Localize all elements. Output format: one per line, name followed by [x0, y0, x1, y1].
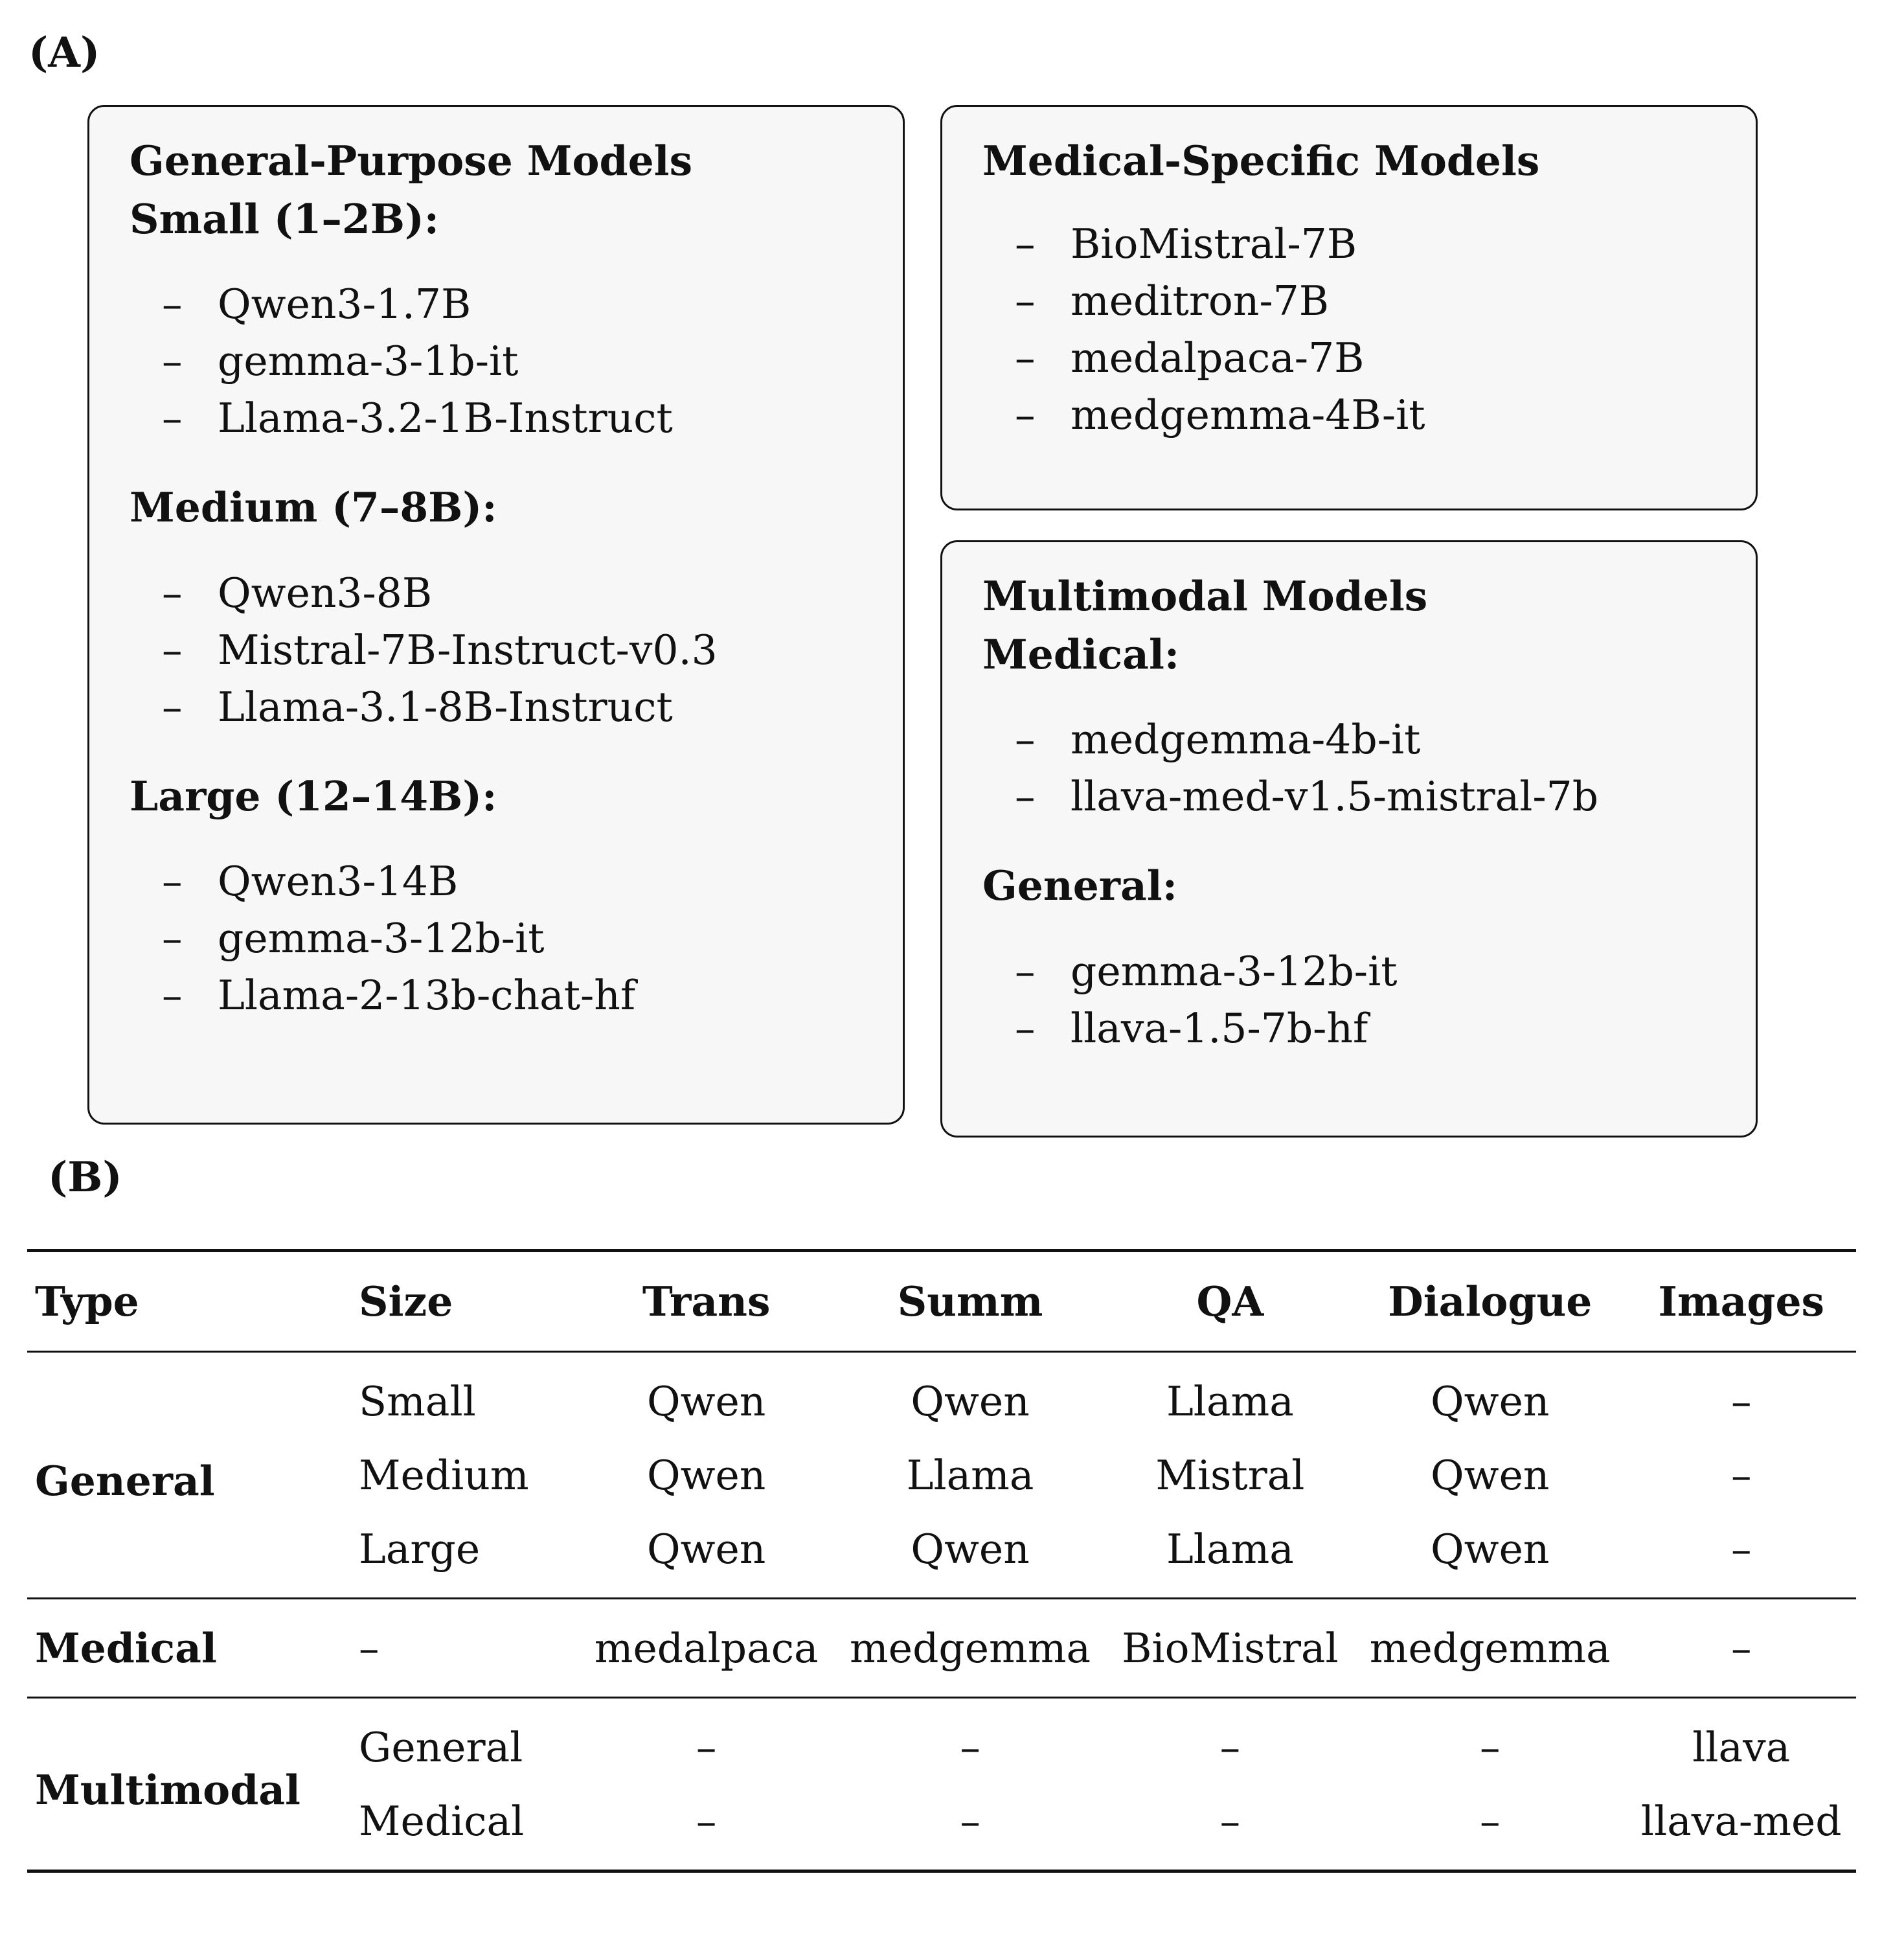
model-name: BioMistral-7B	[1071, 220, 1357, 268]
table-cell: Mistral	[1155, 1451, 1305, 1499]
model-list-item	[1015, 216, 1717, 273]
multimodal-models-box	[940, 540, 1758, 1138]
model-group	[982, 630, 1717, 826]
model-list-item	[162, 333, 864, 390]
list-dash: –	[162, 395, 183, 442]
table-cell: –	[1219, 1797, 1241, 1845]
row-size-cell: Medical	[359, 1797, 525, 1845]
row-size-cell: Medium	[359, 1451, 529, 1499]
table-cell: Llama	[1166, 1525, 1294, 1573]
model-group	[130, 772, 864, 1025]
table-cell: Qwen	[911, 1377, 1030, 1425]
list-dash: –	[1015, 220, 1036, 268]
model-name: Qwen3-1.7B	[218, 280, 471, 328]
model-name: Mistral-7B-Instruct-v0.3	[218, 626, 718, 674]
list-dash: –	[162, 337, 183, 385]
row-size-cell: Small	[359, 1377, 476, 1425]
group-heading: Medium (7–8B):	[130, 483, 497, 532]
table-cell: –	[696, 1797, 717, 1845]
model-name: medalpaca-7B	[1071, 334, 1365, 382]
model-list	[130, 565, 864, 736]
row-type-label: General	[35, 1457, 215, 1505]
model-list-item	[1015, 387, 1717, 444]
model-list-item	[1015, 943, 1717, 1000]
row-type-label: Medical	[35, 1624, 217, 1672]
row-type-label: Multimodal	[35, 1766, 300, 1814]
column-header-summ: Summ	[897, 1277, 1043, 1325]
model-list-item	[162, 967, 864, 1024]
list-dash: –	[162, 569, 183, 617]
model-list-item	[1015, 768, 1717, 825]
model-list	[982, 711, 1717, 825]
model-name: llava-1.5-7b-hf	[1071, 1004, 1368, 1052]
list-dash: –	[162, 972, 183, 1020]
table-cell: Qwen	[1431, 1451, 1550, 1499]
list-dash: –	[1015, 334, 1036, 382]
medical-specific-title: Medical-Specific Models	[982, 137, 1540, 185]
panel-b-label: (B)	[48, 1153, 122, 1202]
model-list-item	[162, 622, 864, 679]
table-header-row	[27, 1251, 1856, 1352]
model-list-item	[162, 910, 864, 967]
model-list-item	[162, 390, 864, 447]
model-list-item	[162, 276, 864, 333]
model-name: Qwen3-8B	[218, 569, 433, 617]
table-group-general	[27, 1352, 1856, 1599]
multimodal-title: Multimodal Models	[982, 572, 1428, 620]
list-dash: –	[162, 858, 183, 906]
model-name: Llama-3.1-8B-Instruct	[218, 683, 673, 731]
list-dash: –	[1015, 947, 1036, 995]
table-cell: –	[1731, 1451, 1752, 1499]
table-cell: medgemma	[850, 1624, 1091, 1672]
model-list-item	[1015, 1000, 1717, 1057]
medical-specific-list	[982, 216, 1717, 444]
list-dash: –	[162, 280, 183, 328]
table-cell: –	[960, 1723, 980, 1771]
column-header-images: Images	[1658, 1277, 1825, 1325]
list-dash: –	[1015, 391, 1036, 439]
model-name: meditron-7B	[1071, 277, 1330, 325]
list-dash: –	[1015, 1004, 1036, 1052]
table-row	[27, 1352, 1856, 1439]
table-cell: Qwen	[646, 1451, 766, 1499]
table-cell: –	[696, 1723, 717, 1771]
model-group	[130, 483, 864, 736]
model-name: llava-med-v1.5-mistral-7b	[1071, 773, 1599, 821]
table-cell: –	[1480, 1723, 1501, 1771]
list-dash: –	[162, 683, 183, 731]
group-heading: Small (1–2B):	[130, 194, 440, 243]
group-heading: General:	[982, 862, 1177, 910]
table-group-multimodal	[27, 1698, 1856, 1871]
table-cell: Qwen	[646, 1377, 766, 1425]
table-cell: Qwen	[911, 1525, 1030, 1573]
model-list-item	[162, 565, 864, 622]
table-cell: Llama	[1166, 1377, 1294, 1425]
table-cell: llava-med	[1640, 1797, 1842, 1845]
table-row	[27, 1698, 1856, 1785]
table-cell: –	[1731, 1525, 1752, 1573]
model-name: Llama-2-13b-chat-hf	[218, 972, 636, 1020]
table-cell: –	[960, 1797, 980, 1845]
model-list-item	[1015, 711, 1717, 768]
group-heading: Medical:	[982, 630, 1180, 678]
group-heading: Large (12–14B):	[130, 772, 497, 820]
model-list-item	[162, 679, 864, 736]
panel-a-label: (A)	[28, 29, 100, 77]
medical-specific-models-box	[940, 105, 1758, 510]
list-dash: –	[162, 915, 183, 963]
table-cell: Qwen	[1431, 1377, 1550, 1425]
column-header-qa: QA	[1196, 1277, 1264, 1325]
model-list-item	[1015, 273, 1717, 330]
best-model-table	[27, 1249, 1856, 1873]
table-cell: Llama	[906, 1451, 1034, 1499]
table-cell: Qwen	[646, 1525, 766, 1573]
column-header-size: Size	[359, 1277, 453, 1325]
model-list	[982, 943, 1717, 1057]
general-purpose-groups	[130, 195, 864, 1025]
model-name: gemma-3-1b-it	[218, 337, 519, 385]
table-cell: medalpaca	[594, 1624, 819, 1672]
model-group	[130, 195, 864, 448]
row-size-cell: –	[359, 1624, 380, 1672]
table-cell: medgemma	[1369, 1624, 1611, 1672]
table-cell: –	[1731, 1624, 1752, 1672]
table-cell: –	[1219, 1723, 1241, 1771]
model-list	[130, 853, 864, 1024]
model-name: Qwen3-14B	[218, 858, 459, 906]
list-dash: –	[1015, 277, 1036, 325]
general-purpose-title: General-Purpose Models	[130, 137, 693, 185]
table-cell: –	[1480, 1797, 1501, 1845]
list-dash: –	[1015, 773, 1036, 821]
model-group	[982, 862, 1717, 1057]
list-dash: –	[162, 626, 183, 674]
column-header-trans: Trans	[642, 1277, 771, 1325]
table-row	[27, 1599, 1856, 1698]
row-size-cell: Large	[359, 1525, 481, 1573]
table-cell: BioMistral	[1122, 1624, 1339, 1672]
column-header-dialogue: Dialogue	[1388, 1277, 1592, 1325]
table-group-medical	[27, 1599, 1856, 1698]
model-name: medgemma-4B-it	[1071, 391, 1425, 439]
model-name: gemma-3-12b-it	[1071, 947, 1398, 995]
table-cell: llava	[1692, 1723, 1791, 1771]
model-list-item	[162, 853, 864, 910]
row-size-cell: General	[359, 1723, 523, 1771]
model-list	[130, 276, 864, 447]
column-header-type: Type	[35, 1277, 139, 1325]
multimodal-groups	[982, 630, 1717, 1057]
table-cell: Qwen	[1431, 1525, 1550, 1573]
model-name: medgemma-4b-it	[1071, 716, 1421, 764]
model-name: gemma-3-12b-it	[218, 915, 545, 963]
table-cell: –	[1731, 1377, 1752, 1425]
model-list-item	[1015, 330, 1717, 387]
model-name: Llama-3.2-1B-Instruct	[218, 395, 673, 442]
general-purpose-models-box	[87, 105, 905, 1125]
list-dash: –	[1015, 716, 1036, 764]
